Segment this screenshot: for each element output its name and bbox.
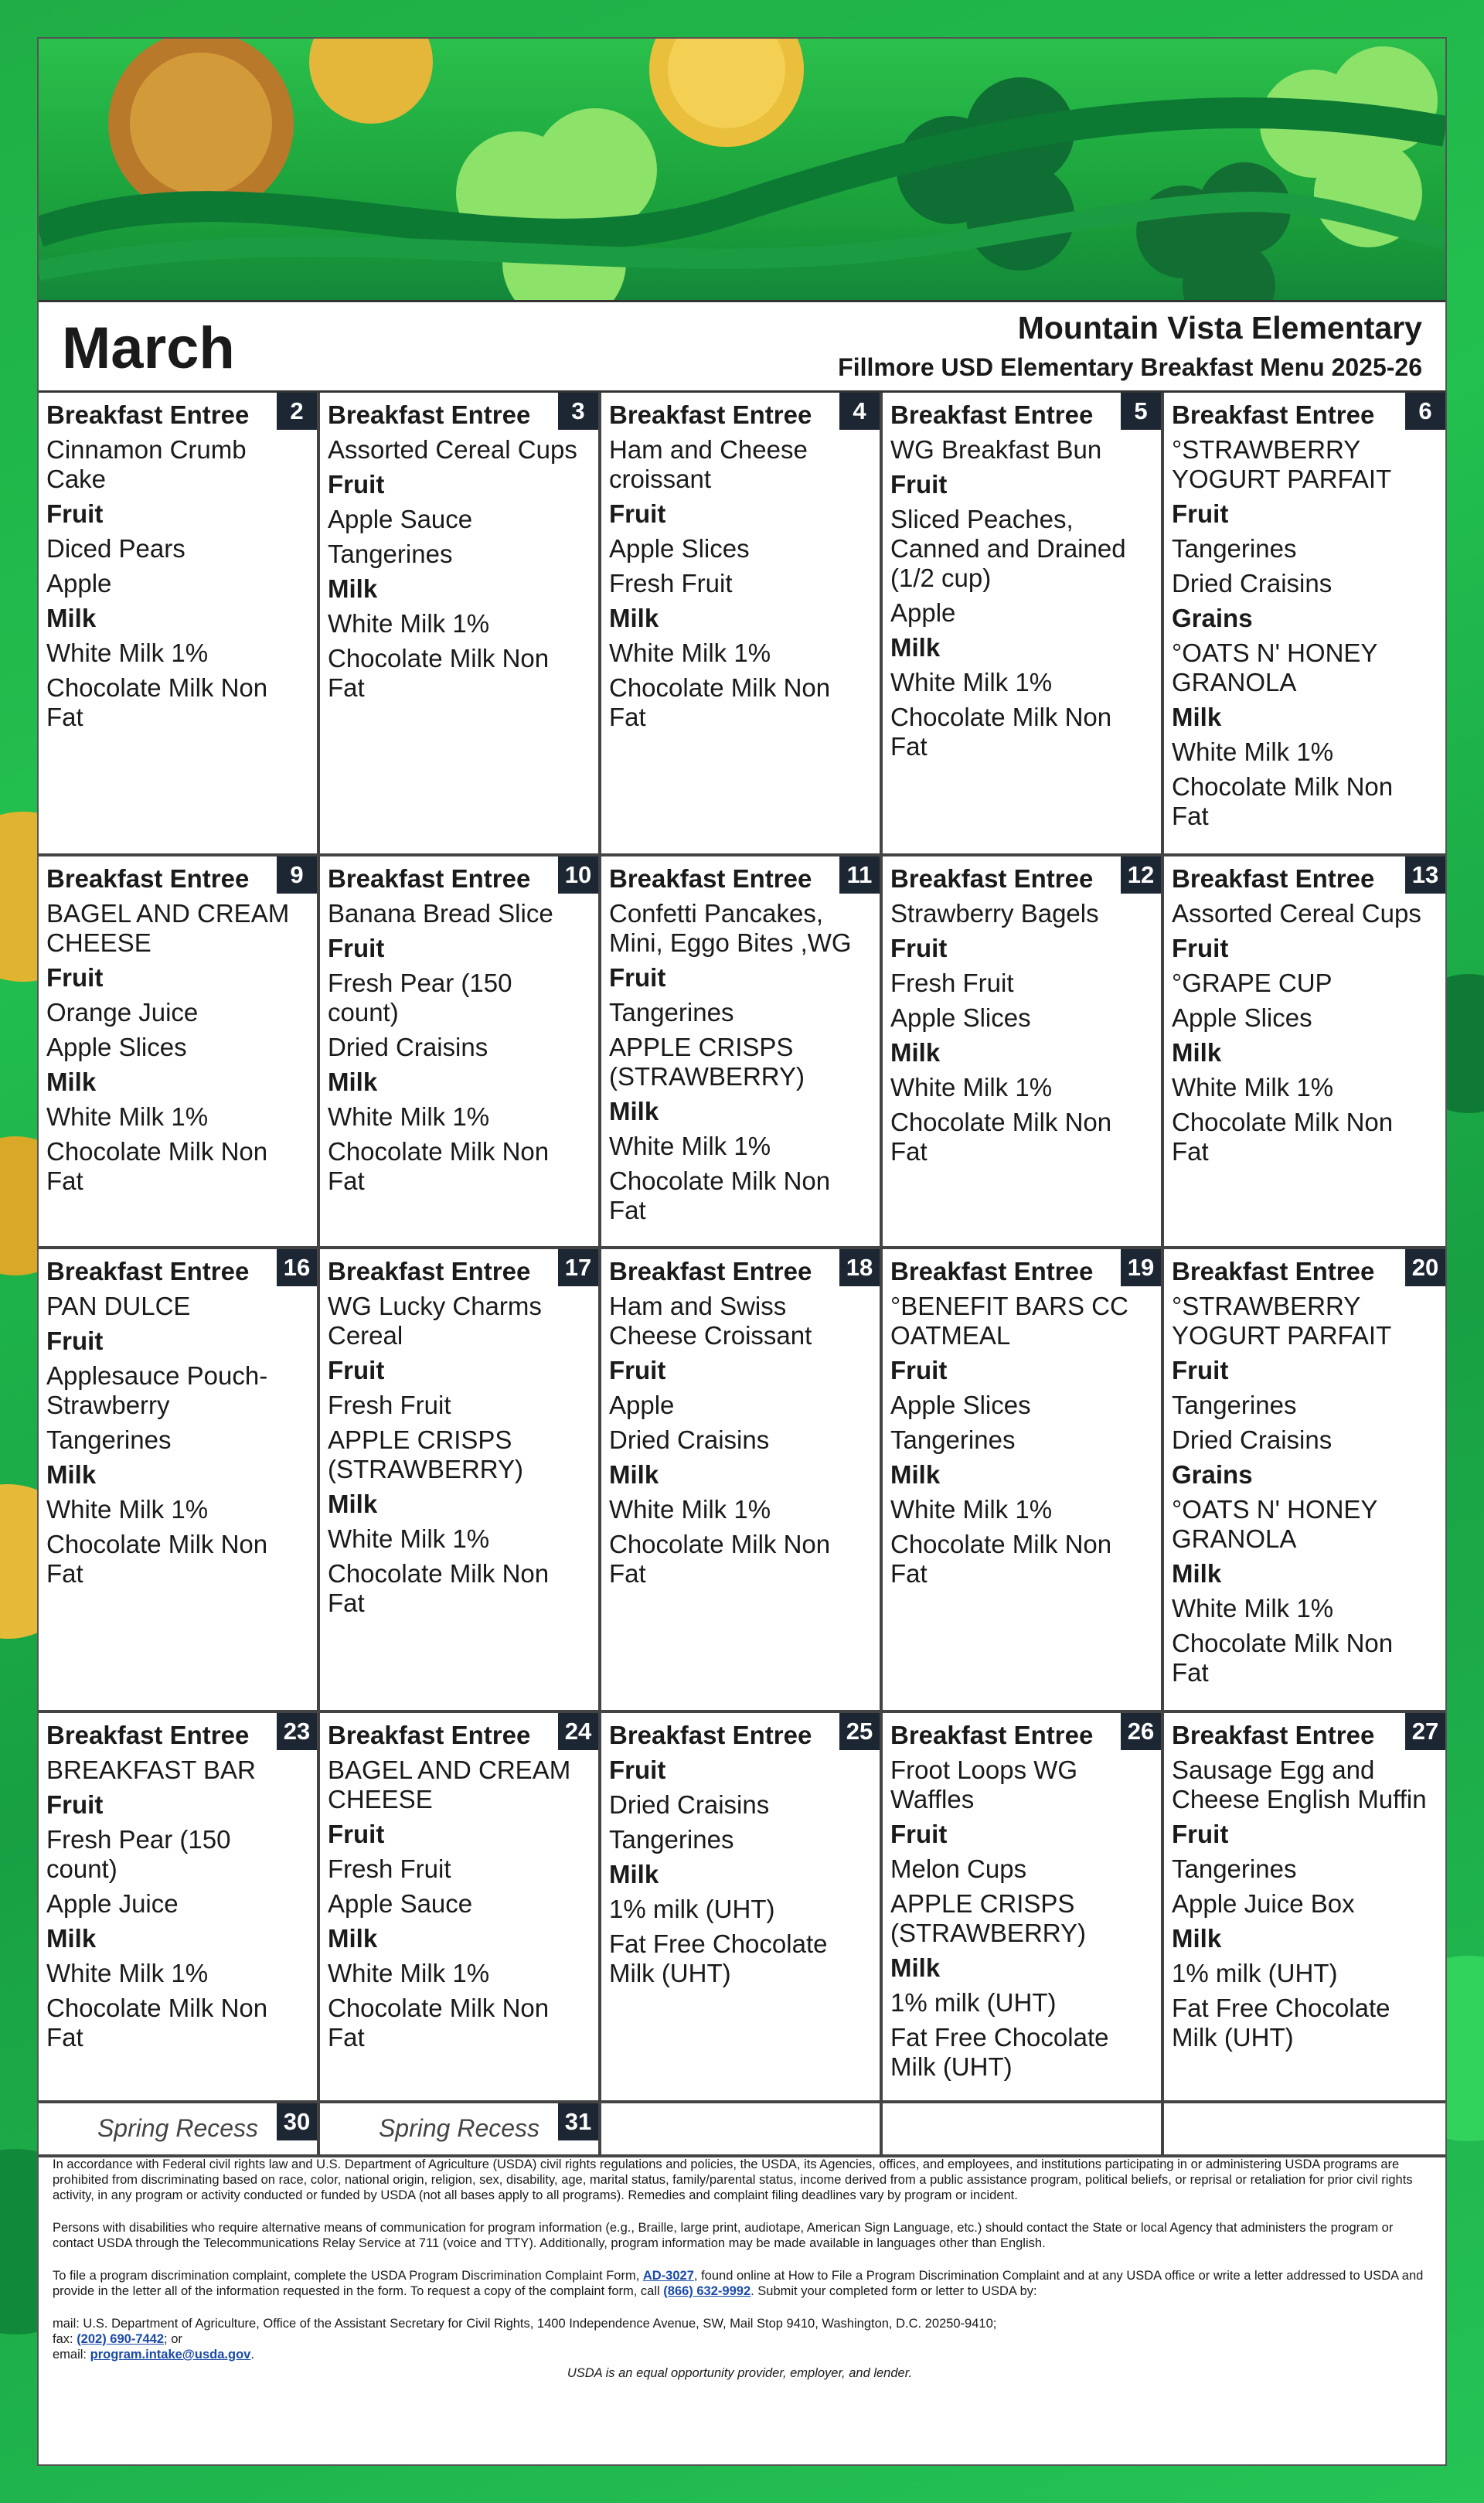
menu-item: Fresh Fruit <box>890 969 1014 997</box>
menu-item: Fresh Fruit <box>328 1854 451 1883</box>
menu-item: White Milk 1% <box>328 1102 490 1131</box>
menu-category-label: Grains <box>1172 604 1253 632</box>
footer-fax <box>53 2331 1427 2347</box>
menu-item: White Milk 1% <box>46 1102 209 1131</box>
menu-category-label: Milk <box>46 1460 97 1489</box>
menu-category-label: Breakfast Entree <box>46 1257 250 1286</box>
day-cell <box>1164 2103 1445 2154</box>
menu-header <box>39 300 1445 393</box>
menu-item: Chocolate Milk Non Fat <box>890 1108 1112 1166</box>
menu-item: Ham and Swiss Cheese Croissant <box>609 1292 812 1350</box>
menu-item: Apple Slices <box>890 1391 1031 1419</box>
day-number: 24 <box>558 1713 598 1750</box>
menu-item: Fresh Pear (150 count) <box>328 969 512 1027</box>
menu-item: Apple Slices <box>890 1003 1031 1032</box>
menu-category-label: Fruit <box>46 499 104 528</box>
menu-category-label: Fruit <box>1172 934 1229 962</box>
day-cell <box>601 2103 883 2154</box>
gold-coin-2 <box>309 39 433 124</box>
menu-category-label: Breakfast Entree <box>890 1721 1094 1749</box>
menu-category-label: Fruit <box>890 934 948 962</box>
ad-3027-link[interactable]: AD-3027 <box>642 2269 694 2283</box>
day-number: 31 <box>558 2103 598 2140</box>
email-tail: . <box>250 2348 254 2362</box>
menu-item: APPLE CRISPS (STRAWBERRY) <box>890 1889 1087 1947</box>
menu-category-label: Fruit <box>890 1356 948 1384</box>
fax-tail: ; or <box>164 2332 182 2346</box>
banner-illustration <box>39 39 1445 300</box>
menu-category-label: Milk <box>1172 1924 1222 1953</box>
menu-item: WG Breakfast Bun <box>890 435 1102 464</box>
week-row <box>39 2103 1445 2157</box>
menu-category-label: Milk <box>609 1097 659 1125</box>
menu-item: Tangerines <box>1172 534 1297 563</box>
menu-item: White Milk 1% <box>1172 1073 1334 1102</box>
menu-item: Chocolate Milk Non Fat <box>1172 772 1394 830</box>
menu-item: Apple Sauce <box>328 505 473 533</box>
menu-item: Dried Craisins <box>1172 1425 1333 1454</box>
menu-item: White Milk 1% <box>46 1495 209 1524</box>
menu-item: White Milk 1% <box>46 1959 209 1987</box>
menu-category-label: Milk <box>890 633 941 662</box>
menu-item: Chocolate Milk Non Fat <box>328 1137 550 1195</box>
day-cell <box>601 393 883 853</box>
day-cell <box>1164 856 1445 1246</box>
day-cell <box>601 1249 883 1710</box>
menu-item: Apple Juice Box <box>1172 1889 1355 1918</box>
day-number: 30 <box>277 2103 317 2140</box>
gold-coin-1-face <box>130 53 272 195</box>
menu-item: Assorted Cereal Cups <box>328 435 577 464</box>
menu-item: White Milk 1% <box>609 639 771 667</box>
menu-item: Cinnamon Crumb Cake <box>46 435 247 493</box>
menu-item: Fat Free Chocolate Milk (UHT) <box>1172 1994 1390 2052</box>
menu-category-label: Fruit <box>609 1356 666 1384</box>
menu-category-label: Breakfast Entree <box>890 1257 1094 1286</box>
day-number: 25 <box>839 1713 880 1750</box>
day-number: 26 <box>1121 1713 1161 1750</box>
menu-category-label: Grains <box>1172 1460 1253 1489</box>
menu-item: 1% milk (UHT) <box>609 1895 775 1923</box>
menu-item: White Milk 1% <box>1172 1594 1334 1623</box>
day-cell <box>320 1249 601 1710</box>
menu-item: Chocolate Milk Non Fat <box>890 703 1112 761</box>
equal-opportunity-tagline: USDA is an equal opportunity provider, employer, and lender. <box>567 2366 913 2380</box>
menu-category-label: Milk <box>328 1924 378 1953</box>
day-cell <box>39 393 320 853</box>
footer-mail: mail: U.S. Department of Agriculture, Office of the Assistant Secretary for Civil Rights, 1400 Independence Avenue, SW, Mail Stop 9410, Washington, D.C. 20250-9410; <box>53 2317 997 2331</box>
menu-category-label: Breakfast Entree <box>46 1721 250 1749</box>
day-number: 5 <box>1121 393 1161 430</box>
menu-category-label: Fruit <box>890 470 948 499</box>
menu-category-label: Milk <box>46 1924 97 1953</box>
menu-category-label: Breakfast Entree <box>328 864 531 893</box>
menu-item: Dried Craisins <box>328 1033 488 1061</box>
menu-item: BAGEL AND CREAM CHEESE <box>46 899 290 957</box>
menu-item: Banana Bread Slice <box>328 899 553 928</box>
day-cell <box>320 393 601 853</box>
day-cell <box>883 2103 1164 2154</box>
shamrock-dark-2 <box>1136 162 1291 300</box>
menu-item: Chocolate Milk Non Fat <box>328 1994 550 2052</box>
day-cell <box>39 1249 320 1710</box>
fax-link[interactable]: (202) 690-7442 <box>77 2332 165 2346</box>
menu-item: Apple Slices <box>1172 1003 1312 1032</box>
menu-item: Tangerines <box>1172 1854 1297 1883</box>
menu-item: BREAKFAST BAR <box>46 1756 256 1784</box>
day-number: 23 <box>277 1713 317 1750</box>
menu-category-label: Breakfast Entree <box>890 864 1094 893</box>
menu-item: Apple <box>609 1391 675 1419</box>
menu-item: °OATS N' HONEY GRANOLA <box>1172 1495 1377 1553</box>
day-cell <box>883 393 1164 853</box>
menu-category-label: Milk <box>46 604 97 632</box>
menu-item: Ham and Cheese croissant <box>609 435 808 493</box>
header-banner-image <box>39 39 1445 300</box>
menu-category-label: Milk <box>328 1490 378 1518</box>
footer-paragraph-2: Persons with disabilities who require alternative means of communication for program information (e.g., Braille, large print, audiotape, American Sign Language, etc.) should contact the State or local Agency that administers the program or contact USDA through the Telecommunications Relay Service at 711 (voice and TTY). Additionally, program information may be made available in languages other than English. <box>53 2221 1394 2250</box>
menu-item: Dried Craisins <box>609 1425 770 1454</box>
menu-item: APPLE CRISPS (STRAWBERRY) <box>328 1425 524 1483</box>
menu-item: 1% milk (UHT) <box>1172 1959 1338 1987</box>
day-cell <box>320 856 601 1246</box>
menu-category-label: Breakfast Entree <box>1172 864 1375 893</box>
menu-category-label: Milk <box>1172 703 1222 731</box>
menu-item: Chocolate Milk Non Fat <box>46 1137 268 1195</box>
menu-item: Chocolate Milk Non Fat <box>328 1559 550 1617</box>
day-number: 17 <box>558 1249 598 1286</box>
menu-category-label: Fruit <box>46 963 104 992</box>
menu-category-label: Fruit <box>609 499 666 528</box>
menu-item: Tangerines <box>609 1825 734 1854</box>
day-number: 4 <box>839 393 880 430</box>
menu-category-label: Breakfast Entree <box>1172 1257 1375 1286</box>
menu-category-label: Milk <box>1172 1559 1222 1588</box>
menu-item: White Milk 1% <box>890 1073 1053 1102</box>
menu-item: Apple <box>890 598 956 627</box>
day-number: 19 <box>1121 1249 1161 1286</box>
menu-category-label: Milk <box>46 1068 97 1096</box>
menu-category-label: Milk <box>890 1038 941 1067</box>
nondiscrimination-statement <box>39 2157 1445 2381</box>
day-number: 10 <box>558 856 598 894</box>
menu-item: Chocolate Milk Non Fat <box>1172 1629 1394 1687</box>
menu-category-label: Breakfast Entree <box>328 1257 531 1286</box>
menu-item: WG Lucky Charms Cereal <box>328 1292 542 1350</box>
menu-item: Tangerines <box>46 1425 172 1454</box>
day-number: 2 <box>277 393 317 430</box>
menu-item: Fresh Pear (150 count) <box>46 1825 231 1883</box>
menu-item: Tangerines <box>890 1425 1016 1454</box>
menu-category-label: Breakfast Entree <box>609 864 812 893</box>
day-cell <box>39 1713 320 2100</box>
menu-category-label: Milk <box>890 1953 941 1982</box>
day-cell <box>883 1249 1164 1710</box>
menu-category-label: Breakfast Entree <box>1172 1721 1375 1749</box>
fax-label: fax: <box>53 2332 77 2346</box>
footer-paragraph-1: In accordance with Federal civil rights law and U.S. Department of Agriculture (USDA) civil rights regulations and policies, the USDA, its Agencies, offices, and employees, and institutions participating in or administering USDA programs are prohibited from discriminating based on race, color, national origin, religion, sex, disability, age, marital status, family/parental status, income derived from a public assistance program, political beliefs, or reprisal or retaliation for prior civil rights activity, in any program or activity conducted or funded by USDA (not all bases apply to all programs). Remedies and complaint filing deadlines vary by program or incident. <box>53 2157 1413 2202</box>
day-cell <box>883 1713 1164 2100</box>
week-row <box>39 1713 1445 2103</box>
menu-category-label: Fruit <box>328 934 385 962</box>
menu-item: 1% milk (UHT) <box>890 1988 1057 2017</box>
day-cell <box>601 1713 883 2100</box>
menu-item: Confetti Pancakes, Mini, Eggo Bites ,WG <box>609 899 852 957</box>
menu-item: Tangerines <box>1172 1391 1297 1419</box>
menu-category-label: Fruit <box>609 963 666 992</box>
menu-item: Fresh Fruit <box>609 569 733 598</box>
menu-category-label: Fruit <box>46 1326 104 1355</box>
menu-category-label: Milk <box>609 604 659 632</box>
menu-category-label: Breakfast Entree <box>609 1721 812 1749</box>
day-cell <box>1164 1249 1445 1710</box>
menu-item: Apple <box>46 569 112 598</box>
menu-item: BAGEL AND CREAM CHEESE <box>328 1756 571 1813</box>
menu-item: White Milk 1% <box>328 609 490 638</box>
menu-category-label: Breakfast Entree <box>46 864 250 893</box>
menu-item: Sliced Peaches, Canned and Drained (1/2 cup) <box>890 505 1126 592</box>
day-number: 13 <box>1405 856 1445 894</box>
menu-title: Fillmore USD Elementary Breakfast Menu 2025-26 <box>838 353 1422 381</box>
day-cell <box>39 856 320 1246</box>
menu-item: APPLE CRISPS (STRAWBERRY) <box>609 1033 805 1091</box>
complaint-phone-link[interactable]: (866) 632-9992 <box>663 2284 751 2298</box>
menu-item: Froot Loops WG Waffles <box>890 1756 1078 1813</box>
menu-category-label: Milk <box>328 1068 378 1096</box>
menu-item: Chocolate Milk Non Fat <box>890 1530 1112 1588</box>
menu-item: Melon Cups <box>890 1854 1027 1883</box>
menu-item: Diced Pears <box>46 534 186 563</box>
menu-item: °STRAWBERRY YOGURT PARFAIT <box>1172 1292 1392 1350</box>
menu-item: Fat Free Chocolate Milk (UHT) <box>890 2023 1109 2081</box>
day-number: 18 <box>839 1249 880 1286</box>
menu-item: Apple Sauce <box>328 1889 473 1918</box>
day-cell <box>883 856 1164 1246</box>
menu-item: Tangerines <box>609 998 734 1027</box>
menu-item: Strawberry Bagels <box>890 899 1099 928</box>
recess-label: Spring Recess <box>97 2114 259 2142</box>
menu-item: Dried Craisins <box>609 1790 770 1819</box>
menu-item: White Milk 1% <box>46 639 209 667</box>
menu-item: Chocolate Milk Non Fat <box>609 1166 831 1224</box>
menu-category-label: Fruit <box>328 1356 385 1384</box>
menu-item: °GRAPE CUP <box>1172 969 1333 997</box>
shamrock-light-1 <box>456 108 657 300</box>
menu-item: Chocolate Milk Non Fat <box>609 1530 831 1588</box>
menu-item: White Milk 1% <box>609 1495 771 1524</box>
calendar-grid <box>39 393 1445 2157</box>
day-number: 20 <box>1405 1249 1445 1286</box>
menu-category-label: Fruit <box>328 1820 385 1848</box>
week-row <box>39 1249 1445 1713</box>
day-number: 6 <box>1405 393 1445 430</box>
day-cell <box>320 2103 601 2154</box>
menu-item: Apple Slices <box>46 1033 187 1061</box>
menu-item: PAN DULCE <box>46 1292 191 1320</box>
menu-item: Assorted Cereal Cups <box>1172 899 1421 928</box>
menu-item: Chocolate Milk Non Fat <box>1172 1108 1394 1166</box>
menu-item: White Milk 1% <box>1172 737 1334 766</box>
day-number: 12 <box>1121 856 1161 894</box>
menu-category-label: Breakfast Entree <box>328 1721 531 1749</box>
menu-item: Chocolate Milk Non Fat <box>609 673 831 731</box>
week-row <box>39 393 1445 856</box>
menu-category-label: Fruit <box>328 470 385 499</box>
day-number: 11 <box>839 856 880 894</box>
day-cell <box>320 1713 601 2100</box>
menu-category-label: Milk <box>1172 1038 1222 1067</box>
school-name: Mountain Vista Elementary <box>1017 310 1422 346</box>
email-link[interactable]: program.intake@usda.gov <box>90 2348 251 2362</box>
footer-p3-text-b: , found online at How to File a Program Discrimination Complaint and at any USDA office or write a letter addressed to USDA and provide in the letter all of the information requested in the form. To request a copy of the complaint form, call <box>53 2269 1424 2298</box>
menu-category-label: Breakfast Entree <box>609 400 812 429</box>
menu-item: °BENEFIT BARS CC OATMEAL <box>890 1292 1128 1350</box>
email-label: email: <box>53 2348 90 2362</box>
menu-category-label: Breakfast Entree <box>46 400 250 429</box>
menu-category-label: Fruit <box>1172 1356 1229 1384</box>
menu-panel <box>37 37 1447 2466</box>
menu-item: Orange Juice <box>46 998 199 1027</box>
day-cell <box>1164 393 1445 853</box>
menu-item: Fat Free Chocolate Milk (UHT) <box>609 1929 828 1987</box>
menu-category-label: Breakfast Entree <box>1172 400 1375 429</box>
menu-item: Sausage Egg and Cheese English Muffin <box>1172 1756 1427 1813</box>
menu-item: White Milk 1% <box>328 1959 490 1987</box>
menu-item: White Milk 1% <box>609 1132 771 1160</box>
menu-item: Apple Slices <box>609 534 750 563</box>
menu-item: Tangerines <box>328 540 453 568</box>
menu-category-label: Milk <box>609 1460 659 1489</box>
footer-p3-text-a: To file a program discrimination complaint, complete the USDA Program Discrimination Complaint Form, <box>53 2269 643 2283</box>
day-cell <box>39 2103 320 2154</box>
menu-item: Chocolate Milk Non Fat <box>46 1530 268 1588</box>
menu-item: Chocolate Milk Non Fat <box>46 673 268 731</box>
menu-category-label: Breakfast Entree <box>890 400 1094 429</box>
menu-category-label: Milk <box>609 1860 659 1888</box>
recess-label: Spring Recess <box>378 2114 540 2142</box>
menu-item: Apple Juice <box>46 1889 179 1918</box>
day-number: 9 <box>277 856 317 894</box>
menu-item: Chocolate Milk Non Fat <box>328 644 550 702</box>
menu-category-label: Milk <box>890 1460 941 1489</box>
menu-category-label: Fruit <box>46 1790 104 1819</box>
menu-item: White Milk 1% <box>328 1524 490 1553</box>
menu-item: °STRAWBERRY YOGURT PARFAIT <box>1172 435 1392 493</box>
menu-item: Applesauce Pouch-Strawberry <box>46 1361 268 1419</box>
day-number: 3 <box>558 393 598 430</box>
day-number: 27 <box>1405 1713 1445 1750</box>
month-title: March <box>62 315 235 381</box>
menu-category-label: Breakfast Entree <box>609 1257 812 1286</box>
menu-category-label: Milk <box>328 574 378 603</box>
footer-paragraph-3 <box>53 2268 1427 2299</box>
menu-category-label: Fruit <box>890 1820 948 1848</box>
menu-item: White Milk 1% <box>890 668 1053 696</box>
week-row <box>39 856 1445 1249</box>
day-cell <box>1164 1713 1445 2100</box>
menu-item: White Milk 1% <box>890 1495 1053 1524</box>
footer-p3-text-c: . Submit your completed form or letter to USDA by: <box>751 2284 1037 2298</box>
footer-email <box>53 2347 1427 2362</box>
menu-category-label: Breakfast Entree <box>328 400 531 429</box>
menu-category-label: Fruit <box>1172 1820 1229 1848</box>
menu-item: °OATS N' HONEY GRANOLA <box>1172 639 1377 696</box>
day-cell <box>601 856 883 1246</box>
menu-category-label: Fruit <box>609 1756 666 1784</box>
menu-item: Fresh Fruit <box>328 1391 451 1419</box>
day-number: 16 <box>277 1249 317 1286</box>
menu-category-label: Fruit <box>1172 499 1229 528</box>
menu-item: Dried Craisins <box>1172 569 1333 598</box>
menu-item: Chocolate Milk Non Fat <box>46 1994 268 2052</box>
